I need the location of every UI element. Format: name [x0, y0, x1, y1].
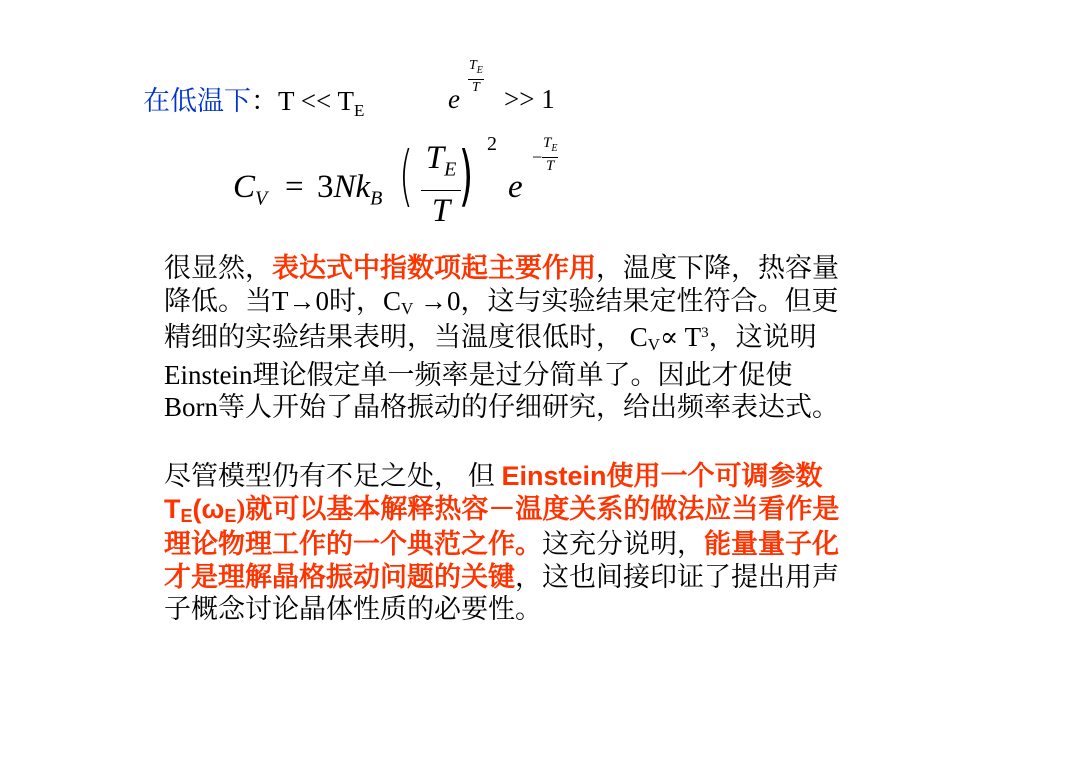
p2-line-4: 才是理解晶格振动问题的关键，这也间接印证了提出用声: [164, 561, 839, 592]
exp-num: T: [469, 58, 477, 73]
formula-power: 2: [487, 133, 497, 155]
p2-line-5: 子概念讨论晶体性质的必要性。: [164, 594, 542, 624]
formula-fraction: $\frac{T_E}{T}$: [421, 138, 461, 231]
colon: ：: [251, 86, 278, 116]
p2-line-1: 尽管模型仍有不足之处， 但 Einstein使用一个可调参数: [164, 461, 823, 491]
p1-line-1: 很显然，表达式中指数项起主要作用，温度下降，热容量: [164, 253, 839, 283]
p1-line-4: Einstein理论假定单一频率是过分简单了。因此才促使: [164, 359, 793, 390]
formula-lhs: $C_V$: [233, 169, 268, 210]
paragraph-conclusion: [164, 460, 964, 626]
exp-den: T: [472, 79, 480, 95]
paragraph-explanation: [164, 252, 964, 424]
exp-num-sub: E: [476, 64, 483, 76]
low-temp-label: 在低温下: [143, 86, 251, 116]
exp-base: e: [448, 84, 460, 114]
condition-subscript: E: [353, 101, 365, 120]
formula-exp-minus: −: [532, 147, 543, 167]
p1-line-3: 精细的实验结果表明，当温度很低时， $C_V\propto T^3$，这说明: [164, 322, 817, 354]
p1-line-5: Born等人开始了晶格振动的仔细研究，给出频率表达式。: [164, 392, 839, 422]
p1-line-2: 降低。当T→0时，$C_V \to 0$，这与实验结果定性符合。但更: [164, 285, 839, 318]
formula-coefficient: $3Nk_B$: [317, 169, 383, 210]
p2-line-3: 理论物理工作的一个典范之作。这充分说明，能量量子化: [164, 529, 839, 559]
formula-exp-fraction: $\frac{T_E}{T}$: [543, 135, 558, 174]
exp-fraction: [468, 58, 484, 96]
low-temp-condition: [143, 84, 364, 122]
exp-tail: >> 1: [504, 84, 555, 114]
left-paren: (: [399, 137, 414, 214]
formula-equals: =: [285, 169, 304, 205]
p2-line-2: $T_E(\omega_E)$就可以基本解释热容－温度关系的做法应当看作是: [164, 493, 840, 526]
right-paren: ): [459, 137, 474, 214]
formula-exp-base: e: [508, 169, 523, 205]
condition-text: T << T: [278, 86, 354, 116]
